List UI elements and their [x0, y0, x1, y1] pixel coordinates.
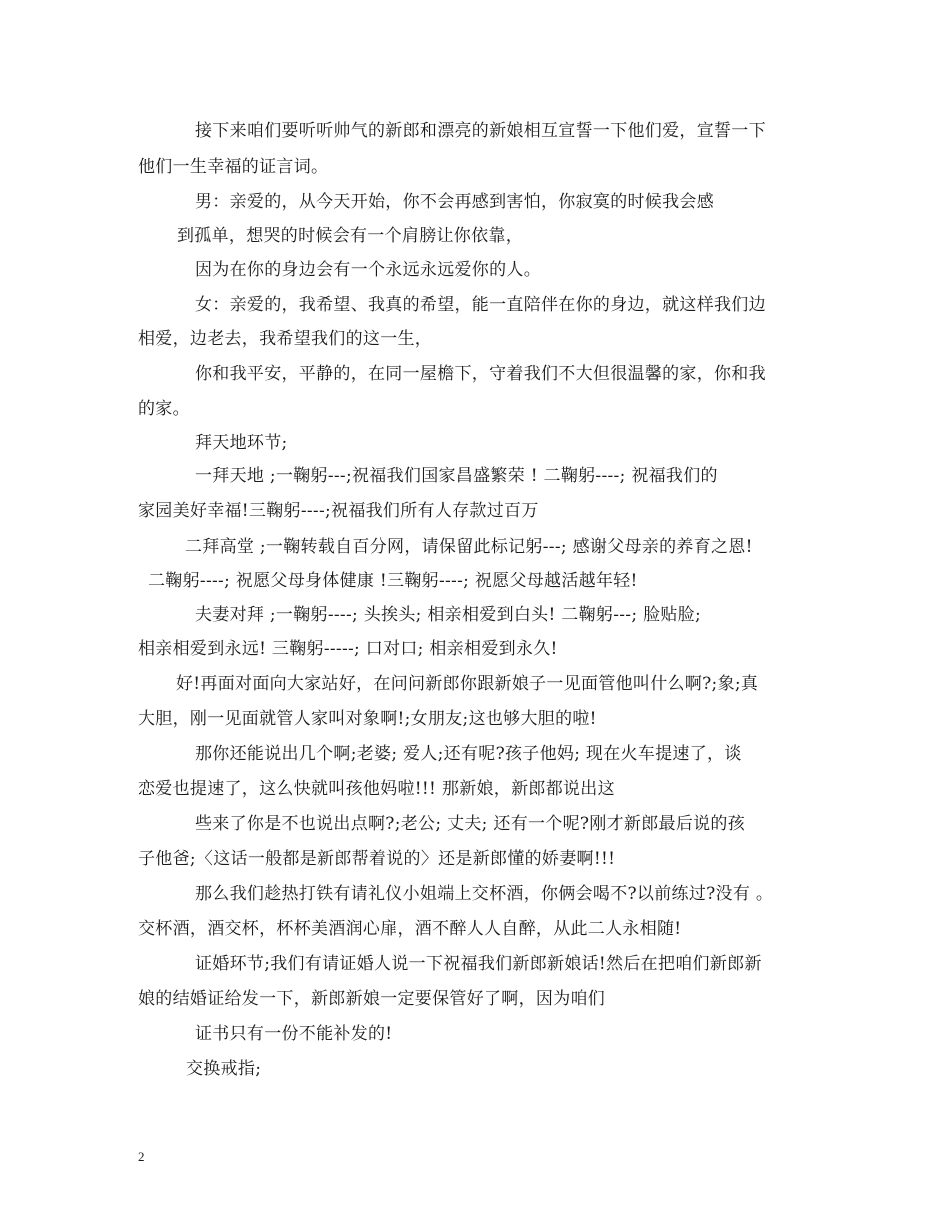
- text-line: 你和我平安，平静的，在同一屋檐下，守着我们不大但很温馨的家，你和我: [195, 364, 766, 384]
- text-line: 他们一生幸福的证言词。: [138, 157, 329, 177]
- text-line: 拜天地环节;: [195, 433, 288, 453]
- text-line: 那你还能说出几个啊;老婆; 爱人;还有呢?孩子他妈; 现在火车提速了，谈: [195, 744, 742, 764]
- text-line: 恋爱也提速了，这么快就叫孩他妈啦!!! 那新娘，新郎都说出这: [138, 779, 615, 799]
- text-line: 一拜天地 ;一鞠躬---;祝福我们国家昌盛繁荣 ! 二鞠躬----; 祝福我们的: [195, 466, 718, 486]
- text-line: 男：亲爱的，从今天开始，你不会再感到害怕，你寂寞的时候我会感: [195, 192, 714, 212]
- text-line: 的家。: [138, 399, 190, 419]
- text-line: 二拜高堂 ;一鞠转载自百分网，请保留此标记躬---; 感谢父母亲的养育之恩!: [185, 537, 753, 557]
- text-line: 夫妻对拜 ;一鞠躬----; 头挨头; 相亲相爱到白头! 二鞠躬---; 脸贴脸;: [195, 605, 701, 625]
- text-line: 因为在你的身边会有一个永远永远爱你的人。: [195, 260, 541, 280]
- text-line: 相爱，边老去，我希望我们的这一生，: [138, 329, 433, 349]
- text-line: 相亲相爱到永远! 三鞠躬-----; 口对口; 相亲相爱到永久!: [138, 639, 558, 659]
- text-line: 到孤单，想哭的时候会有一个肩膀让你依靠，: [177, 226, 523, 246]
- text-line: 接下来咱们要听听帅气的新郎和漂亮的新娘相互宣誓一下他们爱，宣誓一下: [195, 121, 766, 141]
- text-line: 证书只有一份不能补发的!: [195, 1024, 393, 1044]
- text-line: 证婚环节;我们有请证婚人说一下祝福我们新郎新娘话!然后在把咱们新郎新: [195, 954, 762, 974]
- text-line: 些来了你是不也说出点啊?;老公; 丈夫; 还有一个呢?刚才新郎最后说的孩: [195, 814, 746, 834]
- text-line: 二鞠躬----; 祝愿父母身体健康 !三鞠躬----; 祝愿父母越活越年轻!: [148, 571, 638, 591]
- page-number: 2: [138, 1149, 145, 1164]
- text-line: 那么我们趁热打铁有请礼仪小姐端上交杯酒，你俩会喝不?以前练过?没有 。: [195, 884, 774, 904]
- text-line: 好!再面对面向大家站好，在问问新郎你跟新娘子一见面管他叫什么啊?;象;真: [176, 674, 759, 694]
- text-line: 交换戒指;: [186, 1059, 262, 1079]
- text-line: 交杯酒，酒交杯，杯杯美酒润心扉，酒不醉人人自醉，从此二人永相随!: [138, 919, 682, 939]
- text-line: 家园美好幸福!三鞠躬----;祝福我们所有人存款过百万: [138, 501, 539, 521]
- text-line: 女：亲爱的，我希望、我真的希望，能一直陪伴在你的身边，就这样我们边: [195, 295, 766, 315]
- text-line: 子他爸;〈这话一般都是新郎帮着说的〉还是新郎懂的娇妻啊!!!: [138, 849, 616, 869]
- text-line: 大胆，刚一见面就管人家叫对象啊!;女朋友;这也够大胆的啦!: [138, 709, 597, 729]
- text-line: 娘的结婚证给发一下，新郎新娘一定要保管好了啊，因为咱们: [138, 989, 606, 1009]
